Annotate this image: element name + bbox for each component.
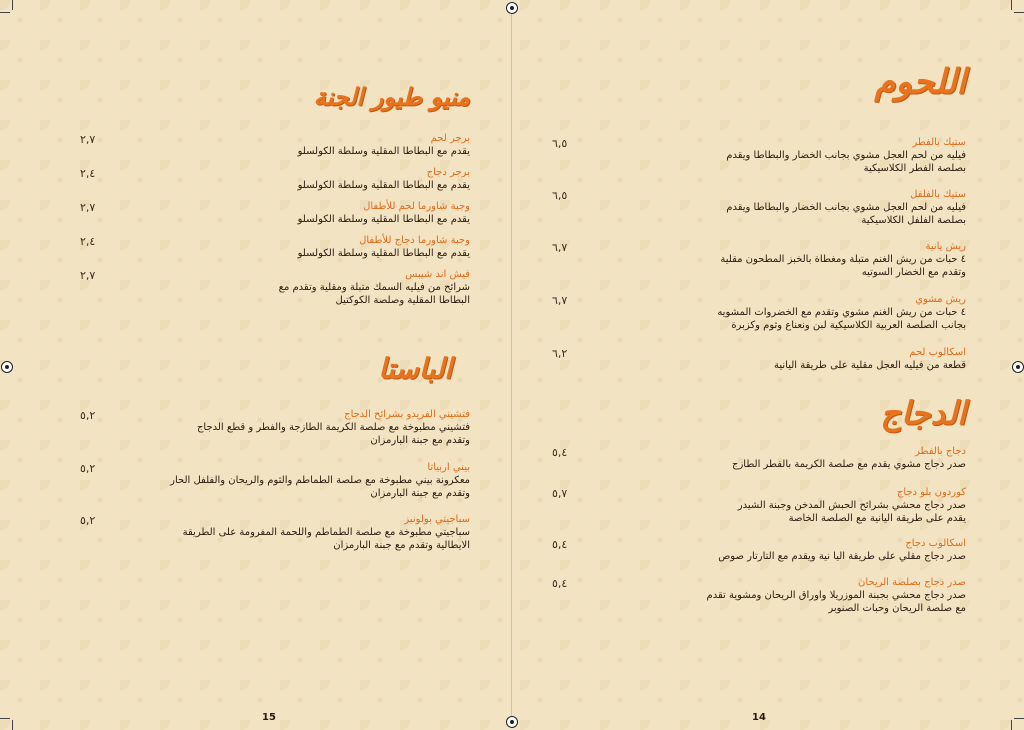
menu-item: [646, 446, 966, 471]
registration-mark-left: [1, 361, 13, 373]
menu-item: [130, 409, 470, 447]
item-price: ٥,٢: [80, 409, 96, 422]
item-description: وتقدم مع جبنة البارمزان: [370, 488, 470, 499]
item-price: ٥,٢: [80, 514, 96, 527]
menu-item: [646, 487, 966, 525]
item-name: كوردون بلو دجاج: [896, 487, 966, 498]
menu-item: [636, 294, 966, 332]
menu-item: [150, 167, 470, 192]
item-description: مع صلصة الريحان وحبات الصنوبر: [828, 603, 966, 614]
item-description: يقدم مع البطاطا المقلية وسلطة الكولسلو: [297, 146, 470, 157]
registration-mark-right: [1012, 361, 1024, 373]
crop-mark: [0, 718, 10, 719]
item-price: ٥,٤: [552, 577, 568, 590]
item-name: ستيك بالفطر: [912, 137, 966, 148]
item-description: ٤ حبات من ريش الغنم مشوي وتقدم مع الخضروات المشويه: [717, 307, 966, 318]
item-description: فتشيني مطبوخة مع صلصة الكريمة الطازجة والفطر و قطع الدجاج: [196, 422, 470, 433]
page-fold: [511, 12, 512, 718]
crop-mark: [0, 12, 10, 13]
menu-item: [150, 133, 470, 158]
item-description: ٤ حبات من ريش الغنم متبلة ومغطاة بالخبز المطحون مقلية: [720, 254, 966, 265]
menu-item: [646, 347, 966, 372]
section-heading-pasta: الباستا: [378, 352, 452, 385]
menu-item: [150, 269, 470, 307]
item-description: فيليه من لحم العجل مشوي بجانب الخضار والبطاطا ويقدم: [726, 150, 966, 161]
item-description: صدر دجاج مشوي يقدم مع صلصة الكريمة بالفطر الطازج: [731, 459, 966, 470]
section-heading-kids-menu: منيو طيور الجنة: [313, 82, 470, 111]
item-name: بيني اربياتا: [427, 462, 470, 473]
item-description: شرائح من فيليه السمك متبلة ومقلية وتقدم مع: [278, 282, 470, 293]
item-description: وتقدم مع الخضار السوتيه: [861, 267, 966, 278]
item-price: ٦,٧: [552, 294, 568, 307]
menu-item: [150, 201, 470, 226]
menu-item: [636, 538, 966, 563]
crop-mark: [12, 0, 13, 10]
crop-mark: [1011, 0, 1012, 10]
page-number: 14: [752, 712, 766, 723]
registration-mark-top: [506, 2, 518, 14]
item-description: صدر دجاج محشي بشرائح الحبش المدخن وجبنة الشيدر: [737, 500, 966, 511]
item-name: برجر لحم: [430, 133, 470, 144]
item-name: صدر دجاج بصلصة الريحان: [857, 577, 966, 588]
menu-item: [646, 189, 966, 227]
item-description: يقدم مع البطاطا المقلية وسلطة الكولسلو: [297, 214, 470, 225]
item-price: ٦,٥: [552, 137, 568, 150]
item-name: فيش اند شيبس: [405, 269, 470, 280]
item-price: ٦,٥: [552, 189, 568, 202]
menu-item: [150, 235, 470, 260]
item-description: بصلصة الفلفل الكلاسيكية: [861, 215, 966, 226]
item-price: ٢,٤: [80, 167, 96, 180]
menu-item: [110, 462, 470, 500]
crop-mark: [1011, 720, 1012, 730]
item-description: يقدم مع البطاطا المقلية وسلطة الكولسلو: [297, 180, 470, 191]
item-price: ٥,٤: [552, 446, 568, 459]
section-heading-meat: اللحوم: [874, 62, 966, 102]
item-name: وجبة شاورما دجاج للأطفال: [359, 235, 470, 246]
item-description: صدر دجاج مقلي على طريقة اليا نية ويقدم مع التارتار صوص: [718, 551, 966, 562]
item-name: ستيك بالفلفل: [910, 189, 966, 200]
item-description: البطاطا المقلية وصلصة الكوكتيل: [335, 295, 470, 306]
menu-item: [636, 577, 966, 615]
item-name: اسكالوب لحم: [909, 347, 966, 358]
item-description: معكرونة بيني مطبوخة مع صلصة الطماطم والثوم والريحان والفلفل الحار: [170, 475, 470, 486]
item-name: دجاج بالفطر: [915, 446, 966, 457]
item-name: وجبة شاورما لحم للأطفال: [363, 201, 470, 212]
item-name: ريش يانية: [925, 241, 966, 252]
section-heading-chicken: الدجاج: [880, 394, 966, 432]
item-price: ٢,٤: [80, 235, 96, 248]
item-price: ٥,٤: [552, 538, 568, 551]
item-price: ٥,٢: [80, 462, 96, 475]
item-description: يقدم مع البطاطا المقلية وسلطة الكولسلو: [297, 248, 470, 259]
crop-mark: [12, 720, 13, 730]
item-name: اسكالوب دجاج: [905, 538, 966, 549]
menu-item: [646, 137, 966, 175]
item-name: سباجيتي بولونيز: [404, 514, 470, 525]
crop-mark: [1014, 12, 1024, 13]
crop-mark: [1014, 718, 1024, 719]
item-description: وتقدم مع جبنة البارمزان: [370, 435, 470, 446]
item-price: ٥,٧: [552, 487, 568, 500]
item-description: بصلصة الفطر الكلاسيكية: [863, 163, 966, 174]
item-name: برجر دجاج: [426, 167, 470, 178]
menu-page-14: [526, 0, 986, 730]
page-number: 15: [262, 712, 276, 723]
item-price: ٢,٧: [80, 201, 96, 214]
item-description: بجانب الصلصة العربية الكلاسيكية لبن ونعناع وثوم وكزبرة: [731, 320, 966, 331]
item-description: يقدم على طريقة اليانية مع الصلصة الخاصة: [788, 513, 966, 524]
item-description: قطعة من فيليه العجل مقلية على طريقة اليانية: [773, 360, 966, 371]
menu-item: [646, 241, 966, 279]
item-description: فيليه من لحم العجل مشوي بجانب الخضار والبطاطا ويقدم: [726, 202, 966, 213]
menu-page-15: [60, 0, 500, 730]
item-description: صدر دجاج محشي بجبنة الموزريلا واوراق الريحان ومشوية تقدم: [706, 590, 966, 601]
item-price: ٦,٧: [552, 241, 568, 254]
registration-mark-bottom: [506, 716, 518, 728]
item-description: سباجيتي مطبوخة مع صلصة الطماطم واللحمة المفرومة على الطريقة: [182, 527, 470, 538]
item-price: ٢,٧: [80, 269, 96, 282]
item-description: الايطالية وتقدم مع جبنة البارمزان: [333, 540, 470, 551]
item-price: ٢,٧: [80, 133, 96, 146]
menu-item: [130, 514, 470, 552]
item-name: فتشيني الفريدو بشرائح الدجاج: [344, 409, 470, 420]
item-name: ريش مشوي: [915, 294, 966, 305]
item-price: ٦,٢: [552, 347, 568, 360]
